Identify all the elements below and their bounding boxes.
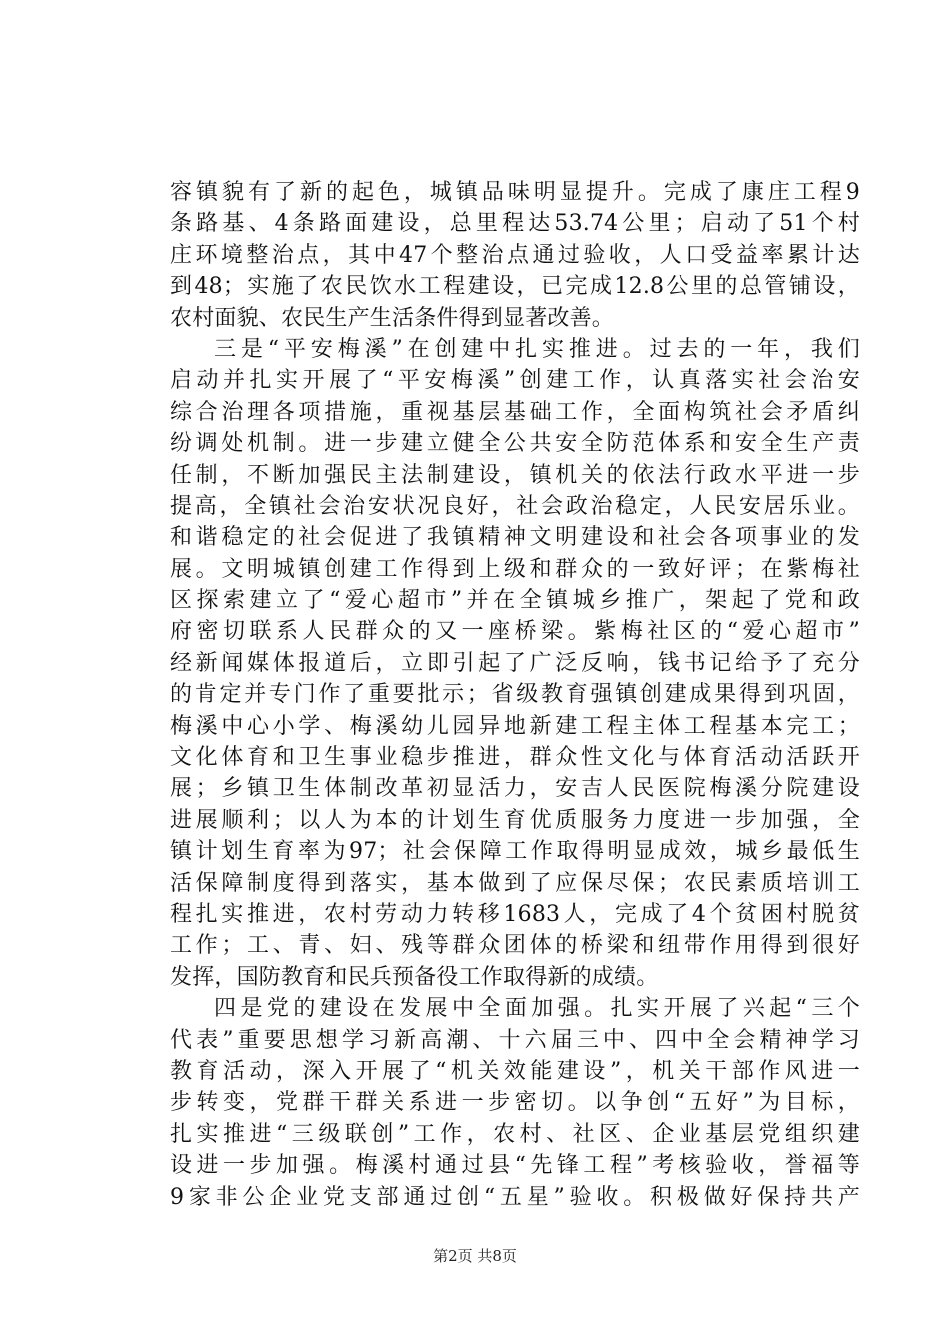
text-line: 展。文明城镇创建工作得到上级和群众的一致好评；在紫梅社 [170,556,860,582]
text-line: 进展顺利；以人为本的计划生育优质服务力度进一步加强，全 [170,807,860,833]
text-line: 庄环境整治点，其中47个整治点通过验收，人口受益率累计达 [170,242,860,268]
text-line: 和谐稳定的社会促进了我镇精神文明建设和社会各项事业的发 [170,525,860,551]
text-line: 到48；实施了农民饮水工程建设，已完成12.8公里的总管铺设， [170,274,860,300]
text-line: 纷调处机制。进一步建立健全公共安全防范体系和安全生产责 [170,431,860,457]
text-line: 9家非公企业党支部通过创“五星”验收。积极做好保持共产 [170,1184,860,1210]
text-line: 发挥，国防教育和民兵预备役工作取得新的成绩。 [170,964,659,990]
text-line: 工作；工、青、妇、残等群众团体的桥梁和纽带作用得到很好 [170,933,860,959]
text-line: 四是党的建设在发展中全面加强。扎实开展了兴起“三个 [214,996,860,1022]
text-line: 步转变，党群干群关系进一步密切。以争创“五好”为目标， [170,1090,860,1116]
text-line: 程扎实推进，农村劳动力转移1683人，完成了4个贫困村脱贫 [170,901,860,927]
text-line: 的肯定并专门作了重要批示；省级教育强镇创建成果得到巩固， [170,682,860,708]
body-text [170,177,860,1213]
text-line: 府密切联系人民群众的又一座桥梁。紫梅社区的“爱心超市” [170,619,860,645]
text-line: 提高，全镇社会治安状况良好，社会政治稳定，人民安居乐业。 [170,493,860,519]
text-line: 梅溪中心小学、梅溪幼儿园异地新建工程主体工程基本完工； [170,713,860,739]
text-line: 区探索建立了“爱心超市”并在全镇城乡推广，架起了党和政 [170,588,860,614]
text-line: 代表”重要思想学习新高潮、十六届三中、四中全会精神学习 [170,1027,860,1053]
text-line: 启动并扎实开展了“平安梅溪”创建工作，认真落实社会治安 [170,368,860,394]
text-line: 活保障制度得到落实，基本做到了应保尽保；农民素质培训工 [170,870,860,896]
text-line: 镇计划生育率为97；社会保障工作取得明显成效，城乡最低生 [170,839,860,865]
text-line: 农村面貌、农民生产生活条件得到显著改善。 [170,305,615,331]
text-line: 设进一步加强。梅溪村通过县“先锋工程”考核验收，誉福等 [170,1153,860,1179]
text-line: 容镇貌有了新的起色，城镇品味明显提升。完成了康庄工程9 [170,180,860,205]
text-line: 条路基、4条路面建设，总里程达53.74公里；启动了51个村 [170,211,860,237]
text-line: 扎实推进“三级联创”工作，农村、社区、企业基层党组织建 [170,1121,860,1147]
text-line: 教育活动，深入开展了“机关效能建设”，机关干部作风进一 [170,1058,860,1084]
text-line: 综合治理各项措施，重视基层基础工作，全面构筑社会矛盾纠 [170,399,860,425]
page-number-label: 第2页 共8页 [433,1247,517,1265]
text-line: 任制，不断加强民主法制建设，镇机关的依法行政水平进一步 [170,462,860,488]
text-line: 三是“平安梅溪”在创建中扎实推进。过去的一年，我们 [214,336,860,362]
text-line: 展；乡镇卫生体制改革初显活力，安吉人民医院梅溪分院建设 [170,776,860,802]
page-footer [0,1245,950,1266]
text-line: 文化体育和卫生事业稳步推进，群众性文化与体育活动活跃开 [170,745,860,771]
text-line: 经新闻媒体报道后，立即引起了广泛反响，钱书记给予了充分 [170,650,860,676]
